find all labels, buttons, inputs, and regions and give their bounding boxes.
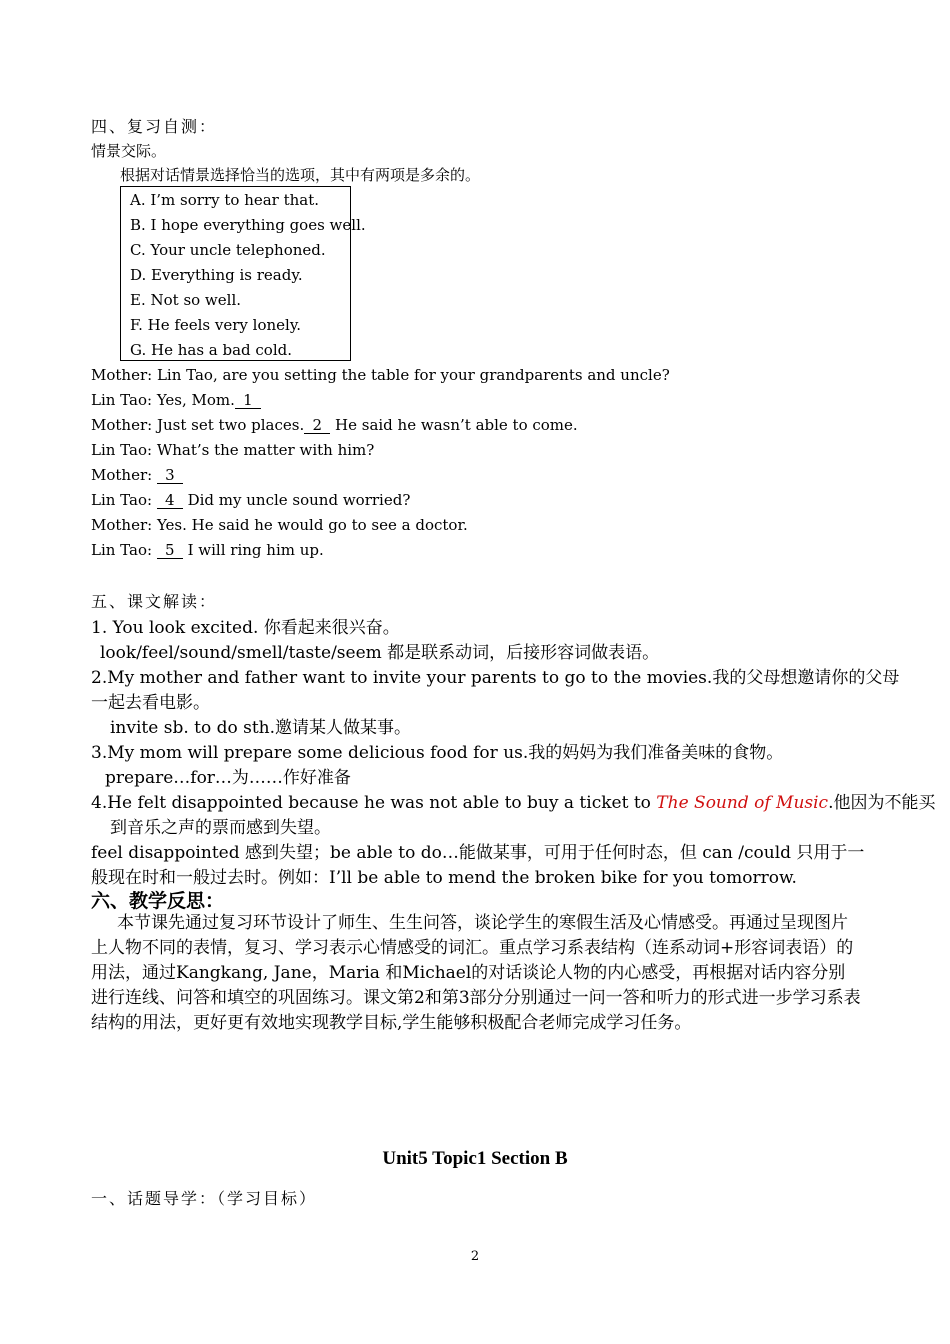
note-4-text: .他因为不能买	[828, 793, 936, 813]
dialogue-line-8	[91, 541, 324, 559]
answer-blank-2[interactable]: 2	[304, 417, 330, 434]
option-e: E. Not so well.	[130, 291, 242, 309]
note-4	[91, 788, 936, 813]
dialogue-text: Lin Tao:	[91, 491, 157, 509]
unit-title: Unit5 Topic1 Section B	[382, 1148, 568, 1169]
dialogue-line-1: Mother: Lin Tao, are you setting the table for your grandparents and uncle?	[91, 366, 670, 384]
option-a: A. I’m sorry to hear that.	[130, 191, 320, 209]
option-f: F. He feels very lonely.	[130, 316, 302, 334]
dialogue-text: Lin Tao: Yes, Mom.	[91, 391, 235, 409]
note-2: 2.My mother and father want to invite your parents to go to the movies.我的父母想邀请你的父母	[91, 668, 900, 688]
dialogue-line-7: Mother: Yes. He said he would go to see a doctor.	[91, 516, 468, 534]
dialogue-line-3	[91, 416, 578, 434]
dialogue-text: He said he wasn’t able to come.	[330, 416, 578, 434]
option-b: B. I hope everything goes well.	[130, 216, 366, 234]
dialogue-text: Lin Tao:	[91, 541, 157, 559]
section-4-heading: 四、复习自测：	[91, 117, 218, 136]
note-3-explain: prepare…for…为……作好准备	[105, 768, 351, 788]
reflection-paragraph: 本节课先通过复习环节设计了师生、生生问答，谈论学生的寒假生活及心情感受。再通过呈现图片上人物不同的表情，复习、学习表示心情感受的词汇。重点学习系表结构（连系动词+形容词表语）的用法，通过Kangkang, Jane，Maria 和Michael的对话谈论人物的内心感受，再根据对话内容分别进行连线、问答和填空的巩固练习。课文第2和第3部分分别通过一问一答和听力的形式进一步学习系表结构的用法，更好更有效地实现教学目标,学生能够积极配合老师完成学习任务。	[91, 913, 861, 1033]
note-3: 3.My mom will prepare some delicious food for us.我的妈妈为我们准备美味的食物。	[91, 743, 784, 763]
note-5-cont: 般现在时和一般过去时。例如：I’ll be able to mend the broken bike for you tomorrow.	[91, 868, 797, 888]
answer-blank-4[interactable]: 4	[157, 492, 183, 509]
note-2-explain: invite sb. to do sth.邀请某人做某事。	[110, 718, 412, 738]
section-1-heading: 一、话题导学：（学习目标）	[91, 1189, 318, 1208]
note-1: 1. You look excited. 你看起来很兴奋。	[91, 618, 400, 638]
movie-title: The Sound of Music	[656, 793, 829, 813]
answer-blank-3[interactable]: 3	[157, 467, 183, 484]
options-box	[120, 186, 366, 361]
section-4-sub: 情景交际。	[91, 142, 167, 160]
note-1-explain: look/feel/sound/smell/taste/seem 都是联系动词，后接形容词做表语。	[100, 643, 660, 663]
option-c: C. Your uncle telephoned.	[130, 241, 326, 259]
section-6-heading: 六、教学反思：	[91, 890, 225, 912]
section-4-instruction: 根据对话情景选择恰当的选项，其中有两项是多余的。	[120, 166, 481, 184]
dialogue-text: Mother: Just set two places.	[91, 416, 305, 434]
note-2-cont: 一起去看电影。	[91, 693, 210, 713]
dialogue-text: Did my uncle sound worried?	[182, 491, 411, 509]
dialogue-line-6	[91, 491, 410, 509]
answer-blank-1[interactable]: 1	[235, 392, 261, 409]
answer-blank-5[interactable]: 5	[157, 542, 183, 559]
dialogue-line-5	[91, 466, 183, 484]
dialogue-line-2	[91, 391, 261, 409]
option-g: G. He has a bad cold.	[130, 341, 293, 359]
note-4-text: 4.He felt disappointed because he was not able to buy a ticket to	[91, 793, 657, 813]
option-d: D. Everything is ready.	[130, 266, 303, 284]
dialogue-text: Mother:	[91, 466, 157, 484]
page-number: 2	[470, 1249, 480, 1264]
dialogue-line-4: Lin Tao: What’s the matter with him?	[91, 441, 375, 459]
note-4-cont: 到音乐之声的票而感到失望。	[110, 818, 331, 838]
section-5-heading: 五、课文解读：	[91, 592, 218, 611]
note-5: feel disappointed 感到失望；be able to do…能做某事，可用于任何时态，但 can /could 只用于一	[91, 843, 865, 863]
dialogue-text: I will ring him up.	[182, 541, 324, 559]
